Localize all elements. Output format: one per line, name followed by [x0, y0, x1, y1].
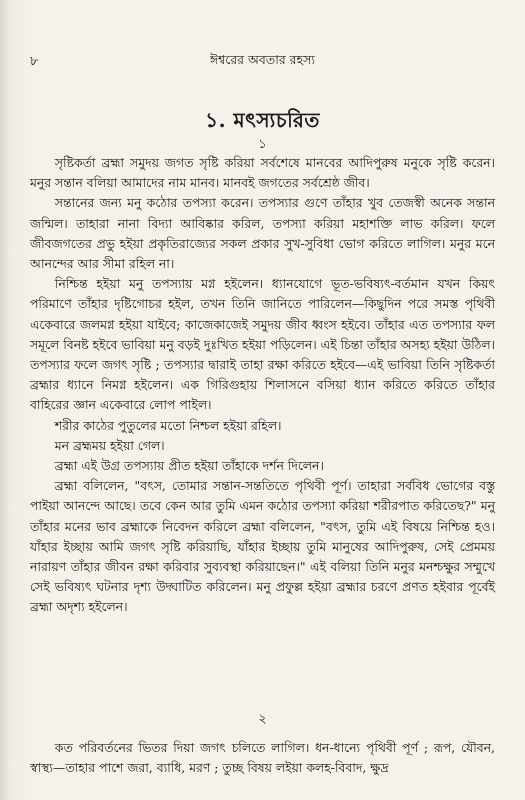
paragraph: কত পরিবর্তনের ভিতর দিয়া জগৎ চলিতে লাগিল। ধন-ধান্যে পৃথিবী পূর্ণ ; রূপ, যৌবন, স্বাস্থ্য—তাহার পাশে জরা, ব্যাধি, মরণ ; তুচ্ছ বিষয় লইয়া কলহ-বিবাদ, ক্ষুদ্র: [30, 740, 495, 776]
section-number-1: ১: [258, 137, 267, 152]
paragraph: ব্রহ্মা বলিলেন, "বৎস, তোমার সন্তান-সন্ততিতে পৃথিবী পূর্ণ। তাহারা সর্ববিধ ভোগের বস্তু পাইয়া আনন্দে আছে। তবে কেন আর তুমি এমন কঠোর তপস্যা করিয়া শরীরপাত করিতেছ?" মনু তাঁহার মনের ভাব ব্রহ্মাকে নিবেদন করিলে ব্রহ্মা বলিলেন, "বৎস, তুমি এই বিষয়ে নিশ্চিন্ত হও। যাঁহার ইচ্ছায় আমি জগৎ সৃষ্টি করিয়াছি, যাঁহার ইচ্ছায় তুমি মানুষের আদিপুরুষ, সেই প্রেমময় নারায়ণ তাঁহার জীবন রক্ষা করিবার সুব্যবস্থা করিয়াছেন।" এই বলিয়া তিনি মনুর মনশ্চক্ষুর সম্মুখে সেই ভবিষ্যৎ ঘটনার দৃশ্য উদ্ঘাটিত করিলেন। মনু প্রফুল্ল হইয়া ব্রহ্মার চরণে প্রণত হইবার পূর্বেই ব্রহ্মা অদৃশ্য হইলেন।: [30, 478, 495, 615]
section-1-body: [30, 153, 495, 618]
paragraph: ব্রহ্মা এই উগ্র তপস্যায় প্রীত হইয়া তাঁহাকে দর্শন দিলেন।: [54, 458, 324, 474]
paragraph: মন ব্রহ্মময় হইয়া গেল।: [54, 437, 165, 453]
chapter-title: ১. মৎস্যচরিত: [205, 108, 320, 132]
section-2-body: [30, 738, 495, 778]
page-number: ৮: [30, 54, 39, 69]
paragraph: সৃষ্টিকর্তা ব্রহ্মা সমুদয় জগত সৃষ্টি করিয়া সর্বশেষে মানবের আদিপুরুষ মনুকে সৃষ্টি করেন। মনুর সন্তান বলিয়া আমাদের নাম মানব। মানবই জগতের সর্বশ্রেষ্ঠ জীব।: [30, 155, 495, 191]
section-number-2: ২: [258, 712, 267, 727]
paragraph: নিশ্চিন্ত হইয়া মনু তপস্যায় মগ্ন হইলেন। ধ্যানযোগে ভূত-ভবিষ্যৎ-বর্তমান যখন কিয়ৎ পরিমাণে তাঁহার দৃষ্টিগোচর হইল, তখন তিনি জানিতে পারিলেন—কিছুদিন পরে সমস্ত পৃথিবী একেবারে জলমগ্ন হইয়া যাইবে; কাজেকাজেই সমুদয় জীব ধ্বংস হইবে। তাঁহার এত তপস্যার ফল সমূলে বিনষ্ট হইবে ভাবিয়া মনু বড়ই দুঃখিত হইয়া পড়িলেন। এই চিন্তা তাঁহার অসহ্য হইয়া উঠিল। তপস্যার ফলে জগৎ সৃষ্টি ; তপস্যার দ্বারাই তাহা রক্ষা করিতে হইবে—এই ভাবিয়া তিনি সৃষ্টিকর্তা ব্রহ্মার ধ্যানে নিমগ্ন হইলেন। এক গিরিগুহায় শিলাসনে বসিয়া ধ্যান করিতে করিতে তাঁহার বাহিরের জ্ঞান একেবারে লোপ পাইল।: [30, 276, 495, 413]
paragraph: সন্তানের জন্য মনু কঠোর তপস্যা করেন। তপস্যার গুণে তাঁহার খুব তেজস্বী অনেক সন্তান জন্মিল। তাহারা নানা বিদ্যা আবিষ্কার করিল, তপস্যা করিয়া মহাশক্তি লাভ করিল। ফলে জীবজগতের প্রভু হইয়া প্রকৃতিরাজ্যের সকল প্রকার সুখ-সুবিধা ভোগ করিতে লাগিল। মনুর মনে আনন্দের আর সীমা রহিল না।: [30, 195, 495, 272]
paragraph: শরীর কাঠের পুতুলের মতো নিশ্চল হইয়া রহিল।: [54, 417, 282, 433]
running-title: ঈশ্বরের অবতার রহস্য: [209, 52, 315, 67]
running-header: [30, 52, 495, 74]
